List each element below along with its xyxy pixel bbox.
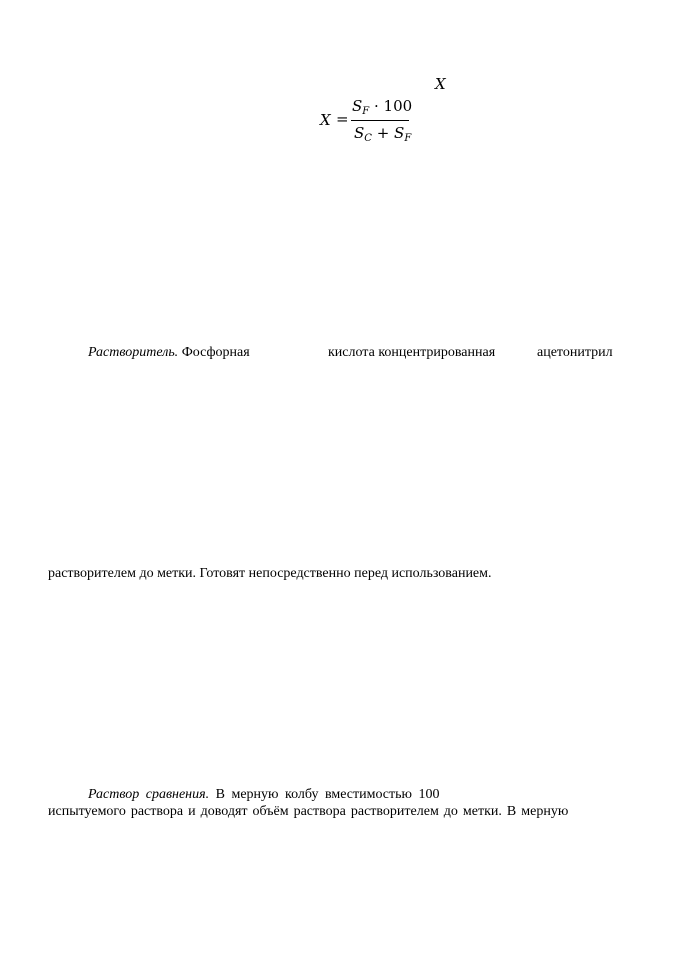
fraction-bar [351,120,409,121]
reference-label: Раствор сравнения. [88,787,210,802]
solvent-text-3: ацетонитрил [537,345,613,360]
formula-lhs: X [320,111,331,129]
formula-denominator: $S_C + S_F$ [354,124,412,144]
solvent-text-2: кислота концентрированная [328,345,496,360]
solvent-label: Растворитель. [88,345,179,360]
reference-text: В мерную колбу вместимостью 100 [215,787,440,802]
preparation-text: растворителем до метки. Готовят непосредственно перед использованием. [48,566,492,581]
reference-text-line2: испытуемого раствора и доводят объём раствора растворителем до метки. В мерную [48,804,569,819]
reference-line [88,787,440,803]
solvent-text: Фосфорная [181,345,250,360]
solvent-line [88,345,250,361]
variable-symbol: X [435,75,446,93]
formula-equals: = [336,110,349,128]
formula-numerator: $S_F \cdot 100$ [352,97,413,117]
